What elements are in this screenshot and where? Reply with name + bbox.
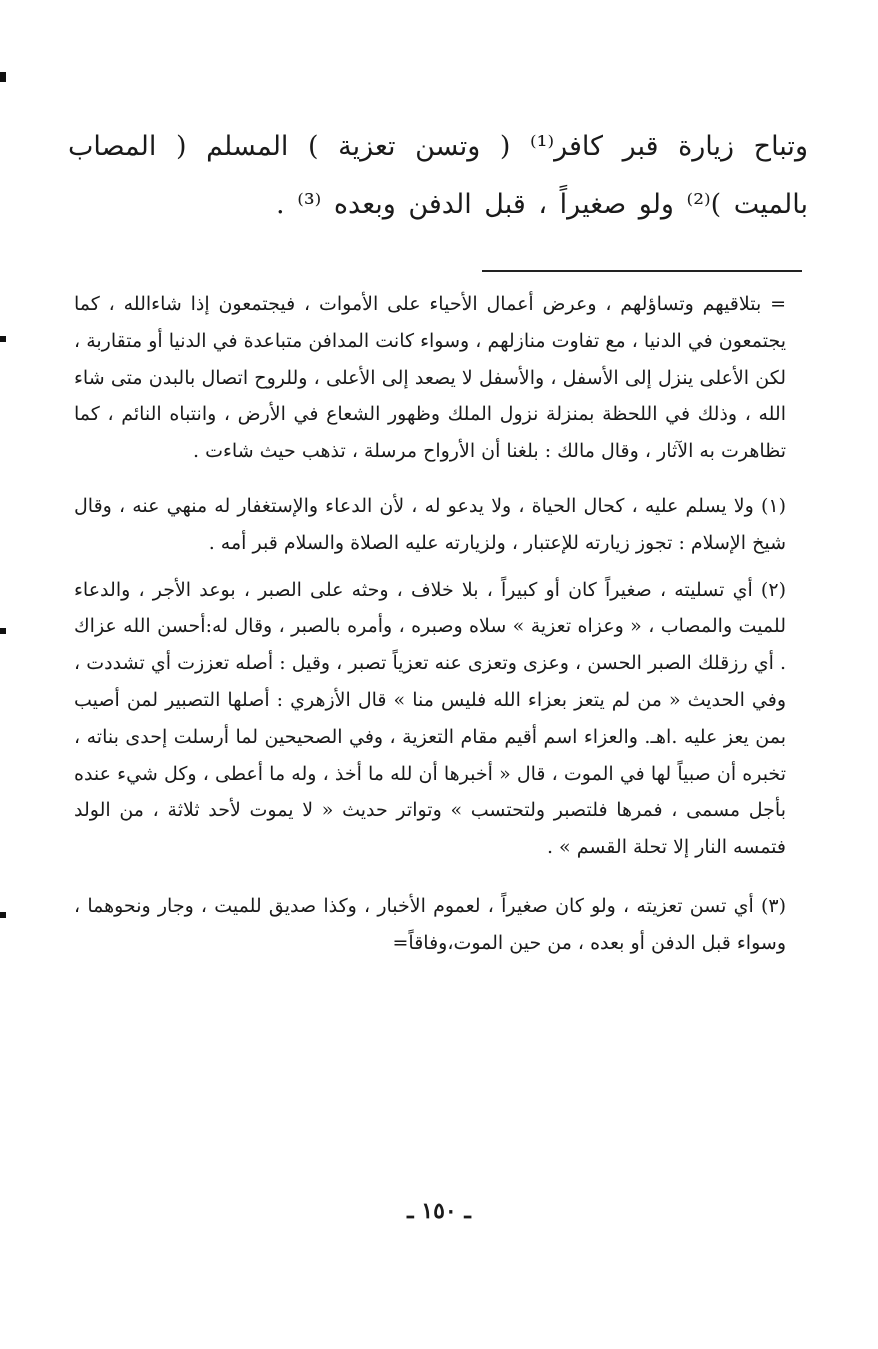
footnote-continuation: = بتلاقيهم وتساؤلهم ، وعرض أعمال الأحياء على الأموات ، فيجتمعون إذا شاءالله ، كما يجتمعون في الدنيا ، مع تفاوت منازلهم ، وسواء كانت المدافن متباعدة في الدنيا أو متقاربة ، لكن الأعلى ينزل إلى الأسفل ، والأسفل لا يصعد إلى الأعلى ، وللروح اتصال بالبدن متى شاء الله ، وذلك في اللحظة بمنزلة نزول الملك وظهور الشعاع في الأرض ، وانتباه النائم ، كما تظاهرت به الآثار ، وقال مالك : بلغنا أن الأرواح مرسلة ، تذهب حيث شاءت . xyxy=(74,293,786,463)
page-number: ـ ١٥٠ ـ xyxy=(407,1198,471,1224)
footnotes-section xyxy=(74,286,786,962)
scan-edge-mark xyxy=(0,628,6,634)
footnote-3: (٣) أي تسن تعزيته ، ولو كان صغيراً ، لعموم الأخبار ، وكذا صديق للميت ، وجار ونحوهما ، وسواء قبل الدفن أو بعده ، من حين الموت،وفاقاً= xyxy=(74,894,786,954)
scan-edge-mark xyxy=(0,912,6,918)
footnote-separator xyxy=(482,270,802,272)
scan-edge-mark xyxy=(0,336,6,342)
scan-edge-mark xyxy=(0,72,6,82)
footnote-2: (٢) أي تسليته ، صغيراً كان أو كبيراً ، بلا خلاف ، وحثه على الصبر ، بوعد الأجر ، والدعاء للميت والمصاب ، « وعزاه تعزية » سلاه وصبره ، وأمره بالصبر ، وقال له:أحسن الله عزاك . أي رزقلك الصبر الحسن ، وعزى وتعزى عنه تعزياً تصبر ، وقيل : أصله تعززت أي تشددت ، وفي الحديث « من لم يتعز بعزاء الله فليس منا » قال الأزهري : أصلها التصبير لمن أصيب بمن يعز عليه .اهـ. والعزاء اسم أقيم مقام التعزية ، وفي الصحيحين لما أرسلت إحدى بناته ، تخبره أن صبياً لها في الموت ، قال « أخبرها أن لله ما أخذ ، وله ما أعطى ، وكل شيء عنده بأجل مسمى ، فمرها فلتصبر ولتحتسب » وتواتر حديث « لا يموت لأحد ثلاثة ، من الولد فتمسه النار إلا تحلة القسم » . xyxy=(74,578,786,859)
footnote-1: (١) ولا يسلم عليه ، كحال الحياة ، ولا يدعو له ، لأن الدعاء والإستغفار له منهي عنه ، وقال شيخ الإسلام : تجوز زيارته للإعتبار ، ولزيارته عليه الصلاة والسلام قبر أمه . xyxy=(74,494,786,554)
main-text: وتباح زيارة قبر كافر⁽¹⁾ ( وتسن تعزية ) المسلم ( المصاب بالميت )⁽²⁾ ولو صغيراً ، قبل الدفن وبعده ⁽³⁾ . xyxy=(68,131,808,220)
